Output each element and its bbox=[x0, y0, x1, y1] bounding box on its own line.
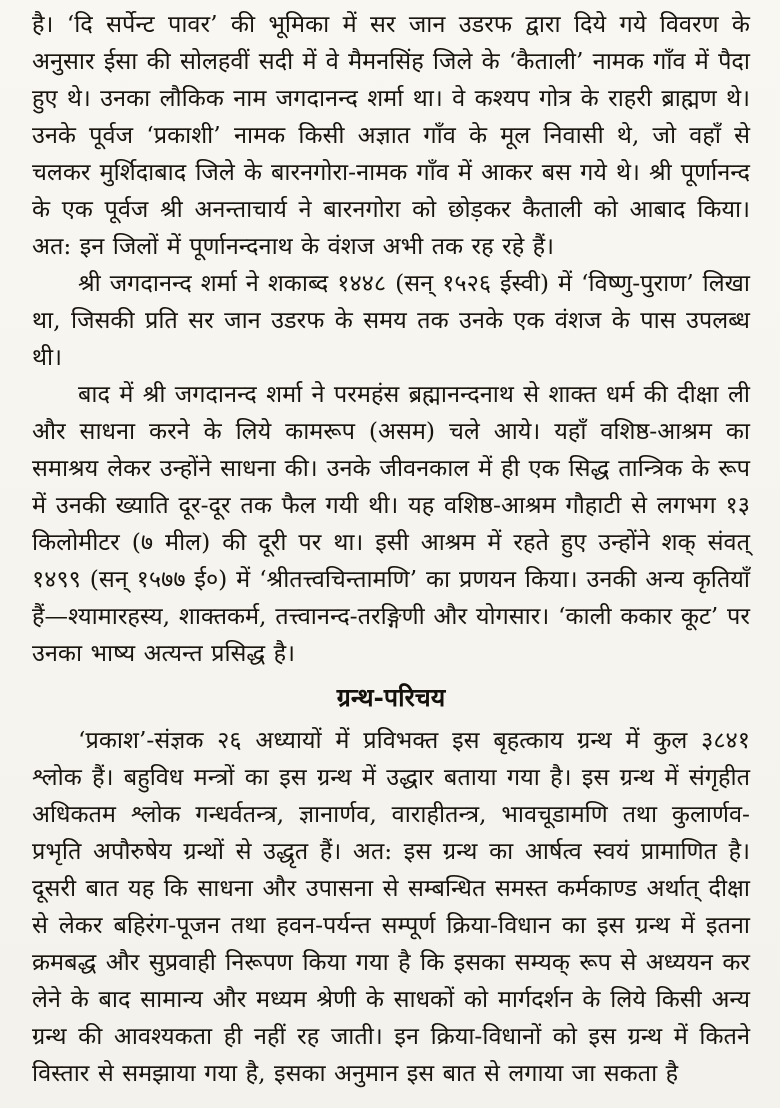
section-heading-granth-parichay: ग्रन्थ-परिचय bbox=[336, 683, 446, 712]
paragraph-biography-continuation: है। ‘दि सर्पेन्ट पावर’ की भूमिका में सर जान उडरफ द्वारा दिये गये विवरण के अनुसार ईसा की सोलहवीं सदी में वे मैमनसिंह जिले के ‘कैताली’ नामक गाँव में पैदा हुए थे। उनका लौकिक नाम जगदानन्द शर्मा था। वे कश्यप गोत्र के राहरी ब्राह्मण थे। उनके पूर्वज ‘प्रकाशी’ नामक किसी अज्ञात गाँव के मूल निवासी थे, जो वहाँ से चलकर मुर्शिदाबाद जिले के बारनगोरा-नामक गाँव में आकर बस गये थे। श्री पूर्णानन्द के एक पूर्वज श्री अनन्ताचार्य ने बारनगोरा को छोड़कर कैताली को आबाद किया। अत: इन जिलों में पूर्णानन्दनाथ के वंशज अभी तक रह रहे हैं। bbox=[32, 10, 750, 260]
paragraph-sadhana-assam: बाद में श्री जगदानन्द शर्मा ने परमहंस ब्रह्मानन्दनाथ से शाक्त धर्म की दीक्षा ली और साधना करने के लिये कामरूप (असम) चले आये। यहाँ वशिष्ठ-आश्रम का समाश्रय लेकर उन्होंने साधना की। उनके जीवनकाल में ही एक सिद्ध तान्त्रिक के रूप में उनकी ख्याति दूर-दूर तक फैल गयी थी। यह वशिष्ठ-आश्रम गौहाटी से लगभग १३ किलोमीटर (७ मील) की दूरी पर था। इसी आश्रम में रहते हुए उन्होंने शक् संवत् १४९९ (सन् १५७७ ई०) में ‘श्रीतत्त्वचिन्तामणि’ का प्रणयन किया। उनकी अन्य कृतियाँ हैं—श्यामारहस्य, शाक्तकर्म, तत्त्वानन्द-तरङ्गिणी और योगसार। ‘काली ककार कूट’ पर उनका भाष्य अत्यन्त प्रसिद्ध है। bbox=[32, 380, 750, 667]
paragraph-granth-details: ‘प्रकाश’-संज्ञक २६ अध्यायों में प्रविभक्त इस बृहत्काय ग्रन्थ में कुल ३८४१ श्लोक हैं। बहुविध मन्त्रों का इस ग्रन्थ में उद्धार बताया गया है। इस ग्रन्थ में संगृहीत अधिकतम श्लोक गन्धर्वतन्त्र, ज्ञानार्णव, वाराहीतन्त्र, भावचूडामणि तथा कुलार्णव-प्रभृति अपौरुषेय ग्रन्थों से उद्धृत हैं। अत: इस ग्रन्थ का आर्षत्व स्वयं प्रामाणित है। दूसरी बात यह कि साधना और उपासना से सम्बन्धित समस्त कर्मकाण्ड अर्थात् दीक्षा से लेकर बहिरंग-पूजन तथा हवन-पर्यन्त सम्पूर्ण क्रिया-विधान का इस ग्रन्थ में इतना क्रमबद्ध और सुप्रवाही निरूपण किया गया है कि इसका सम्यक् रूप से अध्ययन कर लेने के बाद सामान्य और मध्यम श्रेणी के साधकों को मार्गदर्शन के लिये किसी अन्य ग्रन्थ की आवश्यकता ही नहीं रह जाती। इन क्रिया-विधानों को इस ग्रन्थ में कितने विस्तार से समझाया गया है, इसका अनुमान इस बात से लगाया जा सकता है bbox=[32, 726, 750, 1087]
paragraph-vishnu-puran: श्री जगदानन्द शर्मा ने शकाब्द १४४८ (सन् १५२६ ईस्वी) में ‘विष्णु-पुराण’ लिखा था, जिसकी प्रति सर जान उडरफ के समय तक उनके एक वंशज के पास उपलब्ध थी। bbox=[32, 269, 750, 371]
